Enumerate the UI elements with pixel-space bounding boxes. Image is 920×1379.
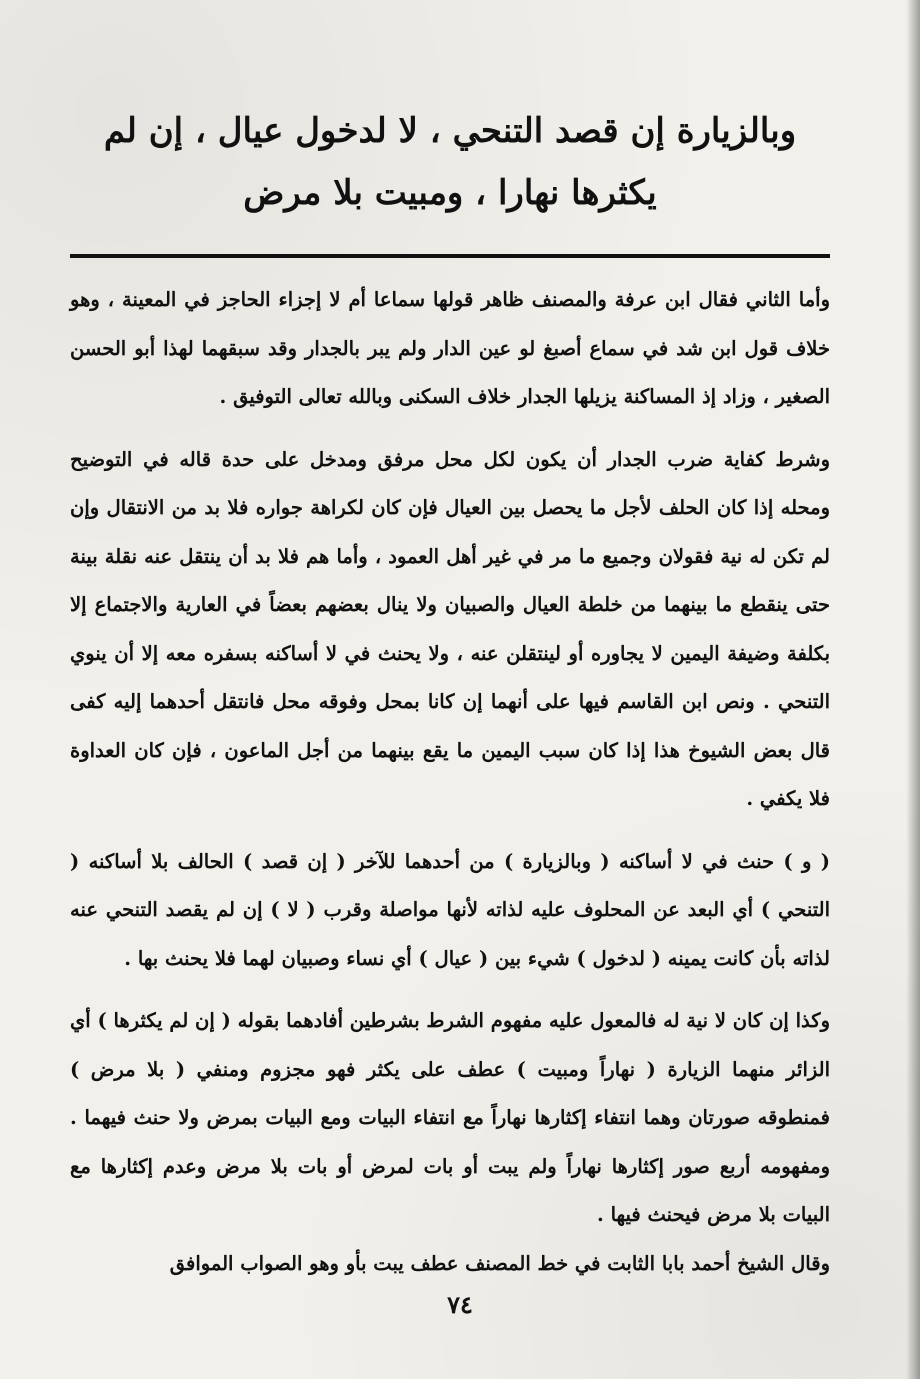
page-number: ٧٤ — [447, 1290, 473, 1319]
paragraph-5: وقال الشيخ أحمد بابا الثابت في خط المصنف عطف يبت بأو وهو الصواب الموافق — [169, 1251, 830, 1275]
paragraph-3: ( و ) حنث في لا أساكنه ( وبالزيارة ) من أحدهما للآخر ( إن قصد ) الحالف بلا أساكنه ( التنحي ) أي البعد عن المحلوف عليه لذاته لأنها مواصلة وقرب ( لا ) إن لم يقصد التنحي عنه لذاته بأن كانت يمينه ( لدخول ) شيء بين ( عيال ) أي نساء وصبيان لهما فلا يحنث بها . — [70, 849, 830, 970]
page-edge-shadow — [906, 0, 920, 1379]
heading-divider — [70, 254, 830, 258]
matn-heading: وبالزيارة إن قصد التنحي ، لا لدخول عيال ، إن لم يكثرها نهارا ، ومبيت بلا مرض — [103, 111, 797, 213]
paragraph-4: وكذا إن كان لا نية له فالمعول عليه مفهوم الشرط بشرطين أفادهما بقوله ( إن لم يكثرها ) أي الزائر منهما الزيارة ( نهاراً ومبيت ) عطف على يكثر فهو مجزوم ومنفي ( بلا مرض ) فمنطوقه صورتان وهما انتفاء إكثارها نهاراً مع انتفاء البيات ومع البيات بمرض ولا حنث فيهما . ومفهومه أربع صور إكثارها نهاراً ولم يبت أو بات لمرض أو بات بلا مرض وعدم إكثارها مع البيات بلا مرض فيحنث فيها . — [70, 1009, 830, 1226]
paragraph-2: وشرط كفاية ضرب الجدار أن يكون لكل محل مرفق ومدخل على حدة قاله في التوضيح ومحله إذا كان الحلف لأجل ما يحصل بين العيال فإن كان لكراهة جواره فلا بد من الانتقال وإن لم تكن له نية فقولان وجميع ما مر في غير أهل العمود ، وأما هم فلا بد أن ينتقل عنه نقلة بينة حتى ينقطع ما بينهما من خلطة العيال والصبيان ولا ينال بعضهم بعضاً في العارية والاجتماع إلا بكلفة وضيفة اليمين لا يجاوره أو لينتقلن عنه ، ولا يحنث في لا أساكنه بسفره معه إلا أن ينوي التنحي . ونص ابن القاسم فيها على أنهما إن كانا بمحل وفوقه محل فانتقل أحدهما إليه كفى قال بعض الشيوخ هذا إذا كان سبب اليمين ما يقع بينهما من أجل الماعون ، فإن كان العداوة فلا يكفي . — [70, 447, 830, 810]
paragraph-1: وأما الثاني فقال ابن عرفة والمصنف ظاهر قولها سماعا أم لا إجزاء الحاجز في المعينة ، وهو خلاف قول ابن شد في سماع أصبغ لو عين الدار ولم يبر بالجدار وقد سبقهما لهذا أبو الحسن الصغير ، وزاد إذ المساكنة يزيلها الجدار خلاف السكنى وبالله تعالى التوفيق . — [70, 288, 830, 408]
page-content — [70, 100, 830, 1288]
